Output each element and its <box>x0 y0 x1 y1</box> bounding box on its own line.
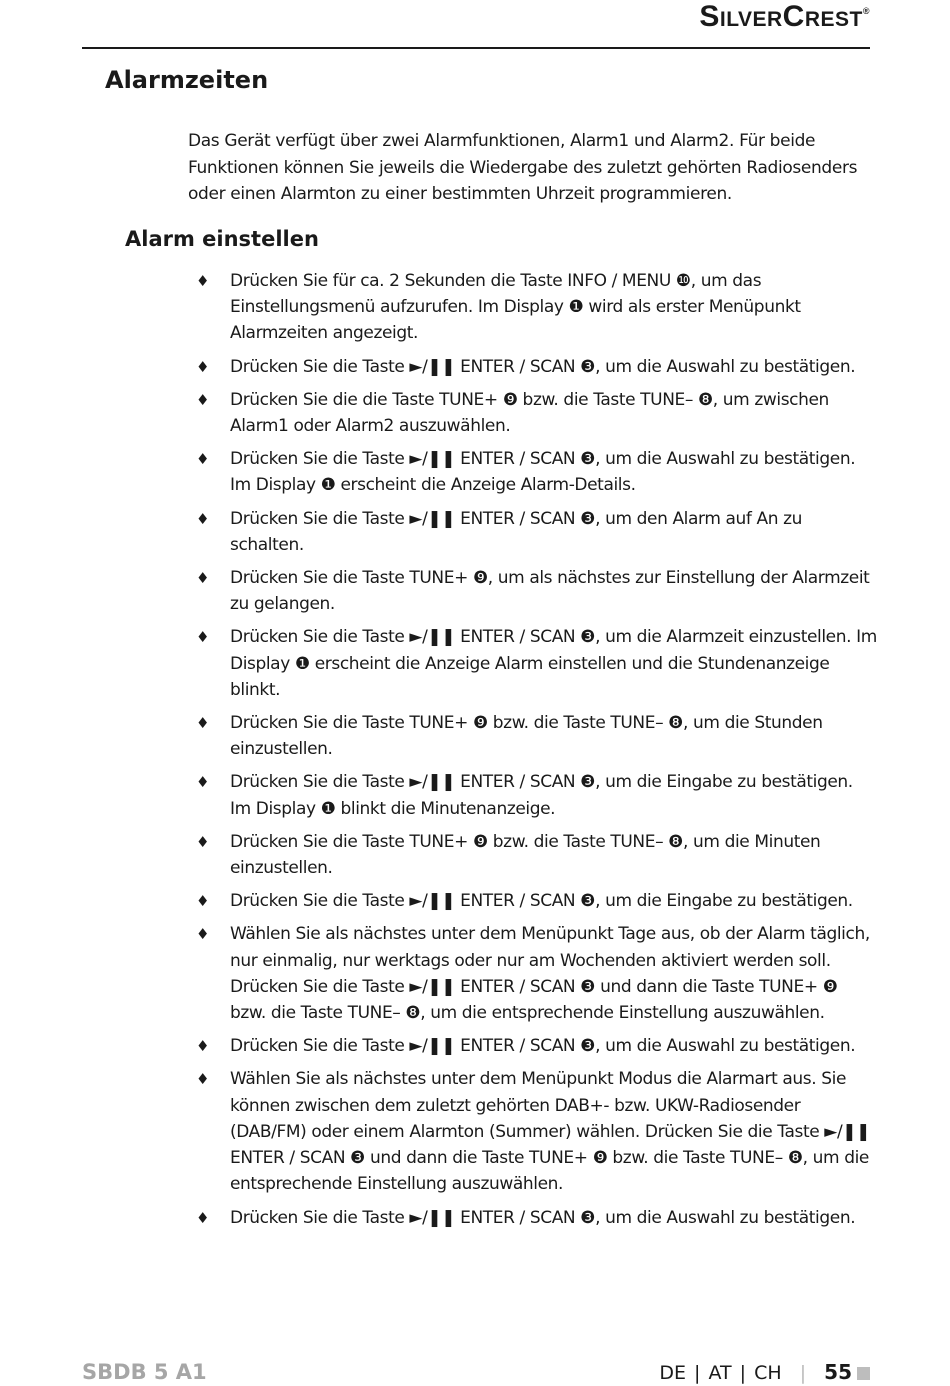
step-item: ♦ Wählen Sie als nächstes unter dem Menüpunkt Modus die Alarmart aus. Sie können zwischen dem zuletzt gehörten DAB+- bzw. UKW-Radiosender (DAB/FM) oder einem Alarmton (Summer) wählen. Drücken Sie die Taste ►/❚❚ ENTER / SCAN ❸ und dann die Taste TUNE+ ❾ bzw. die Taste TUNE– ❽, um die entsprechende Einstellung auszuwählen. <box>0 1066 878 1197</box>
page-title: Alarmzeiten <box>105 66 269 94</box>
step-item: ♦ Drücken Sie die Taste ►/❚❚ ENTER / SCAN ❸, um die Eingabe zu bestätigen. Im Display ❶ blinkt die Minutenanzeige. <box>0 769 878 821</box>
bullet-icon: ♦ <box>196 832 210 851</box>
header-rule <box>82 47 870 49</box>
lang-ch: CH <box>754 1362 782 1384</box>
step-item: ♦ Drücken Sie die Taste TUNE+ ❾ bzw. die Taste TUNE– ❽, um die Stunden einzustellen. <box>0 710 878 762</box>
bullet-icon: ♦ <box>196 272 210 290</box>
step-item: ♦ Drücken Sie die Taste ►/❚❚ ENTER / SCAN ❸, um die Eingabe zu bestätigen. <box>0 888 878 914</box>
step-item: ♦ Drücken Sie die Taste ►/❚❚ ENTER / SCAN ❸, um die Auswahl zu bestätigen. Im Display ❶ erscheint die Anzeige Alarm-Details. <box>0 446 878 498</box>
page-marker-icon <box>857 1367 870 1380</box>
page-number: 55 <box>824 1360 852 1384</box>
step-item: ♦ Drücken Sie die Taste ►/❚❚ ENTER / SCAN ❸, um den Alarm auf An zu schalten. <box>0 506 878 558</box>
bullet-icon: ♦ <box>196 357 210 376</box>
bullet-icon: ♦ <box>196 628 210 647</box>
footer-languages: DE | AT | CH | 55 <box>659 1360 870 1384</box>
bullet-icon: ♦ <box>196 892 210 911</box>
step-item: ♦ Drücken Sie die Taste ►/❚❚ ENTER / SCAN ❸, um die Auswahl zu bestätigen. <box>0 354 878 380</box>
bullet-icon: ♦ <box>196 714 210 733</box>
step-item: ♦ Drücken Sie die Taste ►/❚❚ ENTER / SCAN ❸, um die Alarmzeit einzustellen. Im Display ❶ erscheint die Anzeige Alarm einstellen und die Stundenanzeige blinkt. <box>0 624 878 703</box>
bullet-icon: ♦ <box>196 1208 210 1227</box>
bullet-icon: ♦ <box>196 773 210 792</box>
step-item: ♦ Drücken Sie die Taste TUNE+ ❾, um als nächstes zur Einstellung der Alarmzeit zu gelangen. <box>0 565 878 617</box>
bullet-icon: ♦ <box>196 509 210 528</box>
step-item: ♦ Drücken Sie die Taste ►/❚❚ ENTER / SCAN ❸, um die Auswahl zu bestätigen. <box>0 1205 878 1231</box>
bullet-icon: ♦ <box>196 450 210 469</box>
lang-at: AT <box>708 1362 732 1384</box>
brand-logo: SilverCrest® <box>699 0 870 33</box>
lang-de: DE <box>659 1362 686 1384</box>
step-item: ♦ Drücken Sie die Taste TUNE+ ❾ bzw. die Taste TUNE– ❽, um die Minuten einzustellen. <box>0 829 878 881</box>
bullet-icon: ♦ <box>196 1070 210 1089</box>
bullet-icon: ♦ <box>196 569 210 588</box>
steps-list <box>0 268 950 1238</box>
step-item: ♦ Drücken Sie die Taste ►/❚❚ ENTER / SCAN ❸, um die Auswahl zu bestätigen. <box>0 1033 878 1059</box>
section-title: Alarm einstellen <box>125 227 319 251</box>
bullet-icon: ♦ <box>196 925 210 944</box>
bullet-icon: ♦ <box>196 390 210 409</box>
step-item: ♦ Wählen Sie als nächstes unter dem Menüpunkt Tage aus, ob der Alarm täglich, nur einmalig, nur werktags oder nur am Wochenden aktiviert werden soll. Drücken Sie die Taste ►/❚❚ ENTER / SCAN ❸ und dann die Taste TUNE+ ❾ bzw. die Taste TUNE– ❽, um die entsprechende Einstellung auszuwählen. <box>0 921 878 1026</box>
step-item: ♦ Drücken Sie die die Taste TUNE+ ❾ bzw. die Taste TUNE– ❽, um zwischen Alarm1 oder Alarm2 auszuwählen. <box>0 387 878 439</box>
intro-paragraph: Das Gerät verfügt über zwei Alarmfunktionen, Alarm1 und Alarm2. Für beide Funktionen können Sie jeweils die Wiedergabe des zuletzt gehörten Radiosenders oder einen Alarmton zu einer bestimmten Uhrzeit programmieren. <box>188 131 858 204</box>
step-item: ♦ Drücken Sie für ca. 2 Sekunden die Taste INFO / MENU ❿, um das Einstellungsmenü aufzurufen. Im Display ❶ wird als erster Menüpunkt Alarmzeiten angezeigt. <box>0 268 878 347</box>
bullet-icon: ♦ <box>196 1037 210 1056</box>
model-number: SBDB 5 A1 <box>82 1360 207 1384</box>
